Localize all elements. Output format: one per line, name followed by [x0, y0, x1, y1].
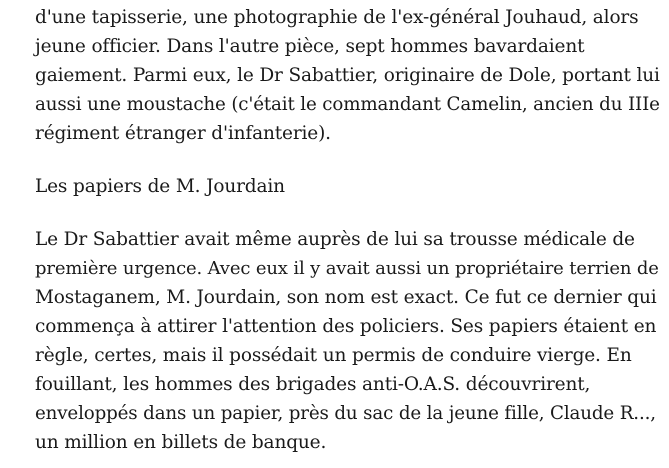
subheading-text: Les papiers de M. Jourdain	[35, 176, 285, 197]
paragraph-spacer	[35, 148, 655, 172]
text-line: règle, certes, mais il possédait un permis de conduire vierge. En	[35, 345, 632, 366]
paragraph-1	[35, 3, 660, 148]
text-line: commença à attirer l'attention des policiers. Ses papiers étaient en	[35, 316, 657, 337]
text-line: Le Dr Sabattier avait même auprès de lui sa trousse médicale de	[35, 229, 635, 250]
text-line: jeune officier. Dans l'autre pièce, sept hommes bavardaient	[35, 36, 585, 57]
text-line: un million en billets de banque.	[35, 432, 327, 453]
text-line: aussi une moustache (c'était le commandant Camelin, ancien du IIIe	[35, 94, 660, 115]
text-line: première urgence. Avec eux il y avait aussi un propriétaire terrien de	[35, 258, 659, 279]
text-line: régiment étranger d'infanterie).	[35, 123, 331, 144]
article-body	[35, 3, 660, 457]
paragraph-2	[35, 225, 659, 457]
text-line: d'une tapisserie, une photographie de l'ex-général Jouhaud, alors	[35, 7, 639, 28]
text-line: enveloppés dans un papier, près du sac de la jeune fille, Claude R...,	[35, 403, 656, 424]
text-line: fouillant, les hommes des brigades anti-O.A.S. découvrirent,	[35, 374, 591, 395]
text-line: Mostaganem, M. Jourdain, son nom est exact. Ce fut ce dernier qui	[35, 287, 657, 308]
text-line: gaiement. Parmi eux, le Dr Sabattier, originaire de Dole, portant lui	[35, 65, 660, 86]
section-subheading	[35, 172, 655, 201]
paragraph-spacer	[35, 201, 655, 225]
